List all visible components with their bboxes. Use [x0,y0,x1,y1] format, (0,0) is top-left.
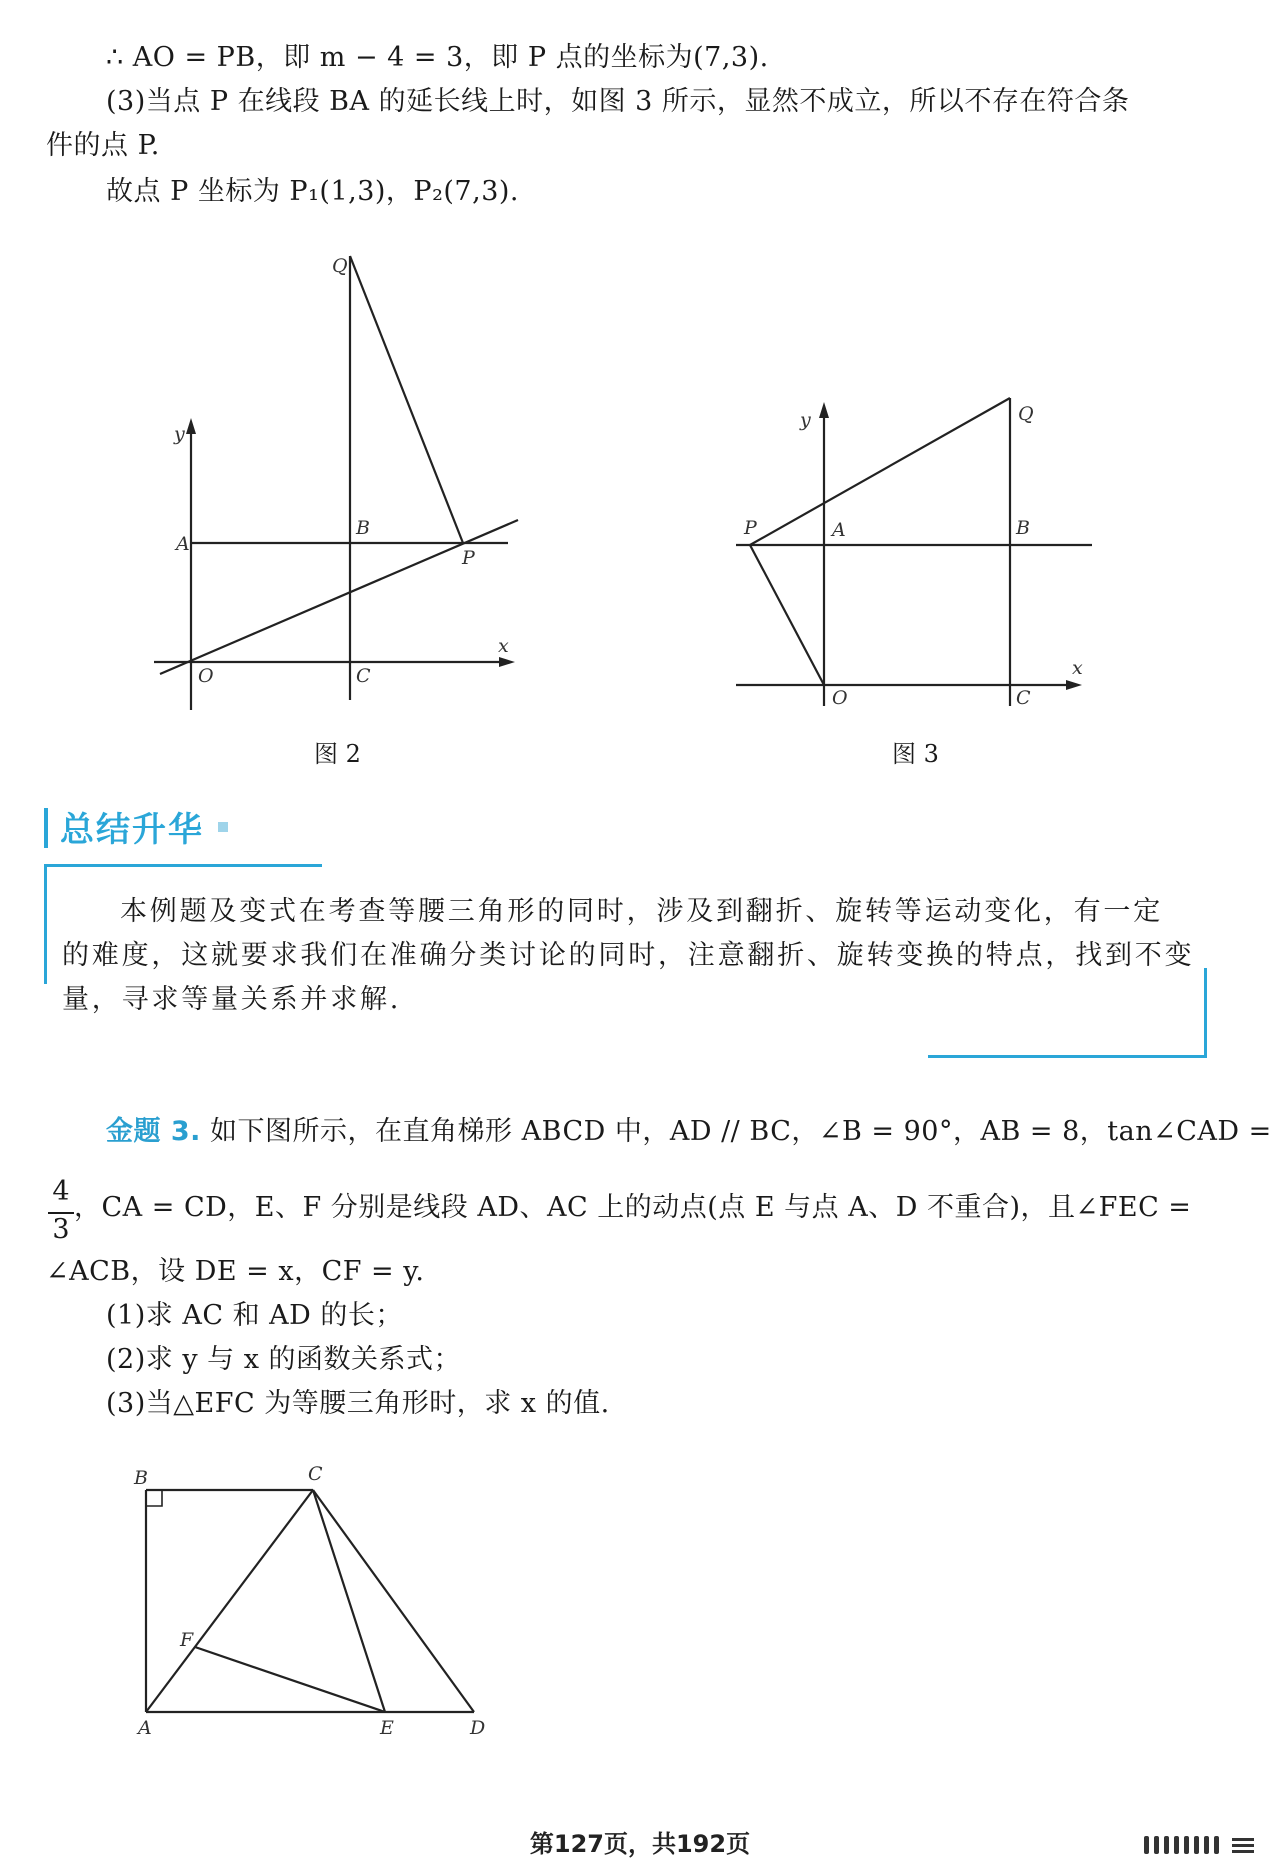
page-indicator: 第127页，共192页 [529,1830,751,1858]
fig2-label-Q: Q [332,255,348,277]
trap-line-FE [195,1647,385,1712]
fig3-label-y: y [800,409,811,431]
fig2-label-y: y [174,423,185,445]
problem-question-3: (3)当△EFC 为等腰三角形时，求 x 的值. [106,1388,610,1419]
fig3-label-O: O [832,687,848,709]
trap-label-A: A [138,1717,152,1739]
fig2-label-x: x [498,635,509,657]
problem-label: 金题 3. [106,1116,201,1147]
solution-line-1: ∴ AO = PB，即 m − 4 = 3，即 P 点的坐标为(7,3). [106,42,769,73]
problem-question-1: (1)求 AC 和 AD 的长； [106,1300,403,1331]
fraction-denominator: 3 [52,1214,70,1245]
fig3-label-x: x [1072,657,1083,679]
solution-line-2: (3)当点 P 在线段 BA 的延长线上时，如图 3 所示，显然不成立，所以不存在符合条 [106,86,1130,117]
problem-line-2: ，CA = CD，E、F 分别是线段 AD、AC 上的动点(点 E 与点 A、D 不重合)，且∠FEC = [74,1192,1192,1223]
problem-statement-1: 如下图所示，在直角梯形 ABCD 中，AD // BC，∠B = 90°，AB = 8，tan∠CAD = [210,1116,1272,1147]
fig2-label-A: A [176,533,190,555]
summary-title: 总结升华 [60,810,204,850]
summary-line-3: 量，寻求等量关系并求解. [62,984,402,1015]
trap-label-F: F [180,1629,194,1651]
solution-line-4: 故点 P 坐标为 P₁(1,3)，P₂(7,3). [106,176,519,207]
fig2-label-O: O [198,665,214,687]
trap-label-E: E [380,1717,394,1739]
trap-label-B: B [134,1467,148,1489]
figure-3-caption: 图 3 [892,740,939,768]
problem-question-2: (2)求 y 与 x 的函数关系式； [106,1344,462,1375]
fraction-numerator: 4 [52,1176,70,1207]
menu-icon[interactable] [1140,1830,1260,1858]
fig3-label-P: P [744,517,757,539]
trap-label-D: D [470,1717,486,1739]
right-angle-mark [146,1490,162,1506]
trap-side-CD [313,1490,474,1712]
fig2-label-P: P [462,547,475,569]
trap-line-CE [313,1490,385,1712]
fig2-label-C: C [356,665,371,687]
fig3-label-A: A [832,519,846,541]
figure-2-caption: 图 2 [314,740,361,768]
summary-line-2: 的难度，这就要求我们在准确分类讨论的同时，注意翻折、旋转变换的特点，找到不变 [62,940,1195,971]
summary-line-1: 本例题及变式在考查等腰三角形的同时，涉及到翻折、旋转等运动变化，有一定 [120,896,1163,927]
trap-label-C: C [308,1463,323,1485]
solution-line-3: 件的点 P. [46,130,160,161]
fig3-label-C: C [1016,687,1031,709]
fig2-label-B: B [356,517,370,539]
fig3-label-Q: Q [1018,403,1034,425]
problem-line-3: ∠ACB，设 DE = x，CF = y. [46,1256,425,1287]
fig3-label-B: B [1016,517,1030,539]
